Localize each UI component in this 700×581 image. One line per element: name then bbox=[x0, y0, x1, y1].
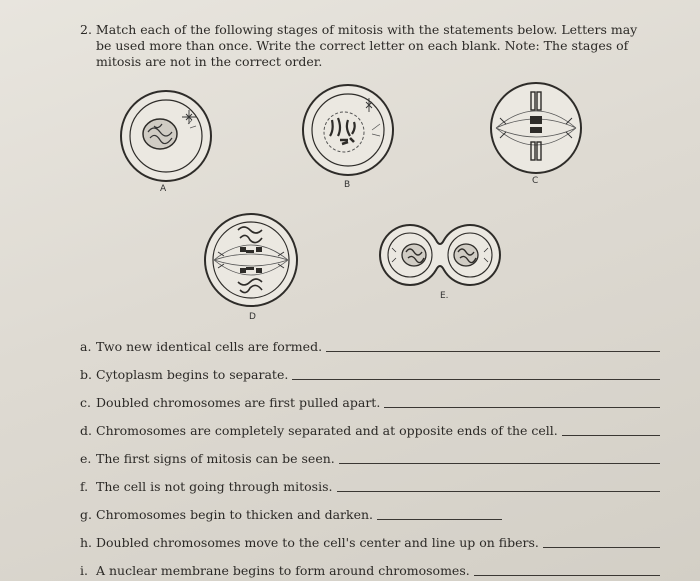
mitosis-figure-a bbox=[118, 88, 214, 184]
statement-text: A nuclear membrane begins to form around chromosomes. bbox=[96, 563, 470, 578]
statement-text: Doubled chromosomes are first pulled apart. bbox=[96, 395, 381, 410]
figure-e-label: E. bbox=[440, 291, 449, 301]
statement-i bbox=[80, 552, 660, 580]
statement-b bbox=[80, 356, 660, 384]
statement-letter: f. bbox=[80, 479, 89, 494]
answer-blank-a[interactable] bbox=[326, 351, 660, 352]
statement-text: Chromosomes are completely separated and at opposite ends of the cell. bbox=[96, 423, 558, 438]
statement-letter: i. bbox=[80, 563, 88, 578]
statement-letter: b. bbox=[80, 367, 92, 382]
mitosis-figure-e bbox=[378, 222, 502, 288]
mitosis-figure-c bbox=[488, 80, 584, 176]
statement-text: The cell is not going through mitosis. bbox=[96, 479, 333, 494]
statement-text: Doubled chromosomes move to the cell's center and line up on fibers. bbox=[96, 535, 539, 550]
mitosis-figure-b bbox=[300, 82, 396, 178]
answer-blank-i[interactable] bbox=[474, 575, 660, 576]
answer-blank-f[interactable] bbox=[337, 491, 661, 492]
question-number: 2. bbox=[80, 22, 92, 37]
answer-blank-b[interactable] bbox=[292, 379, 660, 380]
statement-e bbox=[80, 440, 660, 468]
instruction-line-3: mitosis are not in the correct order. bbox=[96, 54, 323, 69]
statement-letter: h. bbox=[80, 535, 93, 550]
statement-letter: e. bbox=[80, 451, 92, 466]
answer-blank-c[interactable] bbox=[384, 407, 660, 408]
answer-blank-e[interactable] bbox=[339, 463, 660, 464]
statement-letter: d. bbox=[80, 423, 92, 438]
statement-c bbox=[80, 384, 660, 412]
answer-blank-h[interactable] bbox=[543, 547, 660, 548]
instruction-line-2: be used more than once. Write the correct letter on each blank. Note: The stages of bbox=[96, 38, 629, 53]
statement-text: Two new identical cells are formed. bbox=[96, 339, 323, 354]
statement-letter: g. bbox=[80, 507, 92, 522]
statement-g bbox=[80, 496, 660, 524]
mitosis-figure-d bbox=[202, 212, 300, 308]
figure-c-label: C bbox=[532, 176, 539, 186]
statement-text: Chromosomes begin to thicken and darken. bbox=[96, 507, 373, 522]
statement-letter: a. bbox=[80, 339, 92, 354]
question-instructions bbox=[80, 22, 640, 70]
figure-a-label: A bbox=[160, 184, 167, 194]
figure-b-label: B bbox=[344, 180, 351, 190]
answer-blank-d[interactable] bbox=[562, 435, 660, 436]
instruction-line-1: Match each of the following stages of mitosis with the statements below. Letters may bbox=[95, 22, 638, 37]
statement-text: Cytoplasm begins to separate. bbox=[96, 367, 289, 382]
figure-d-label: D bbox=[249, 312, 256, 322]
statement-d bbox=[80, 412, 660, 440]
statement-f bbox=[80, 468, 660, 496]
answer-blank-g[interactable] bbox=[377, 519, 502, 520]
statement-list bbox=[80, 328, 660, 580]
statement-letter: c. bbox=[80, 395, 91, 410]
statement-a bbox=[80, 328, 660, 356]
statement-text: The first signs of mitosis can be seen. bbox=[96, 451, 335, 466]
statement-h bbox=[80, 524, 660, 552]
